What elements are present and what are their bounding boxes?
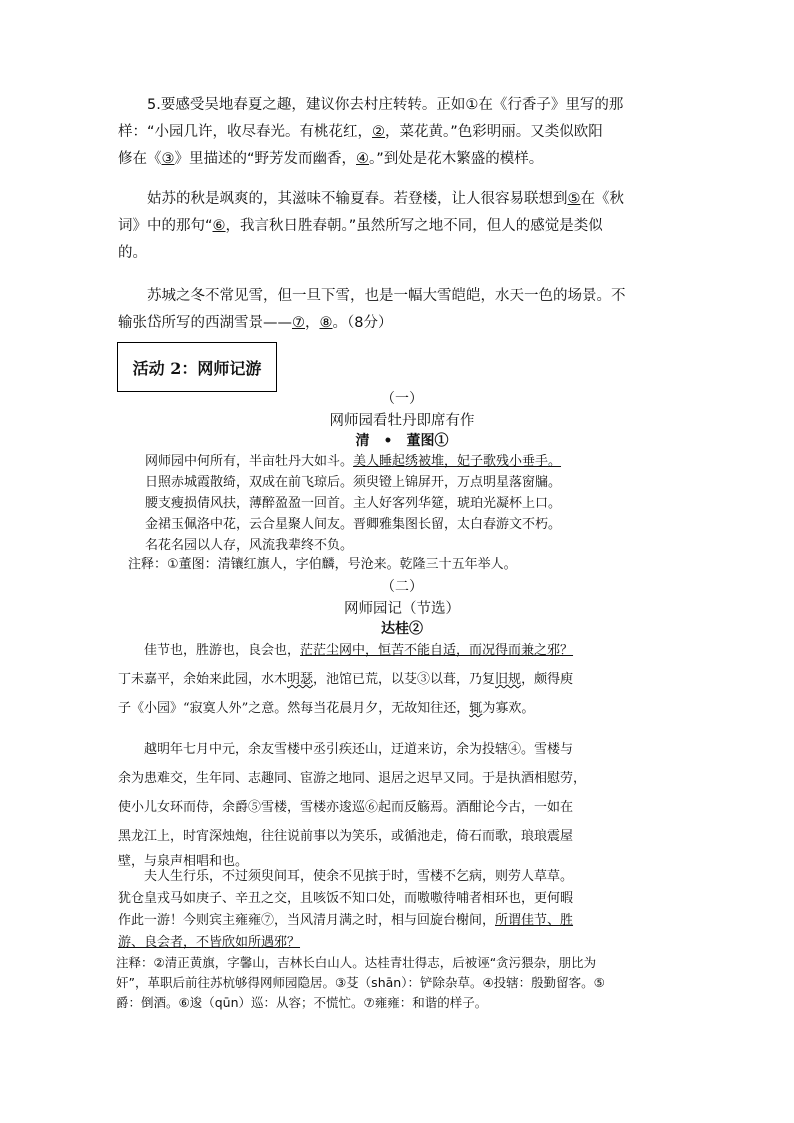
part-2-number: （二）: [381, 579, 423, 595]
wavy-word-mingse: 明瑟: [287, 672, 314, 687]
question-5-paragraph-2: 姑苏的秋是飒爽的，其滋味不输夏春。若登楼，让人很容易联想到⑤在《秋 词》中的那句“⑥，我言秋日胜春朝。”虽然所写之地不同，但人的感觉是类似 的。: [118, 191, 624, 261]
essay-notes: 注释：②清正黄旗，字馨山，吉林长白山人。达桂青壮得志，后被诬“贪污猥杂，朋比为 奸”，革职后前往苏杭够得网师园隐居。③芟（shān）：铲除杂草。④投辖：殷勤留客。⑤ 爵：倒酒。⑥逡（qūn）巡：从容；不慌忙。⑦雍雍：和谐的样子。: [116, 955, 605, 1010]
poem-line-1: 网师园中何所有，半亩牡丹大如斗。美人睡起绣被堆，妃子歌残小垂手。: [145, 454, 562, 469]
blank-7: ⑦: [292, 315, 305, 331]
poem-line-3: 腰支瘦损倩风扶，薄醉盈盈一回首。主人好客列华筵，琥珀光凝杯上口。: [145, 496, 562, 511]
essay-title: 网师园记（节选）: [344, 601, 460, 617]
poem-title: 网师园看牡丹即席有作: [329, 413, 475, 429]
underlined-essay-sentence-2a: 所谓佳节、胜: [495, 913, 574, 928]
poem-line-5: 名花名园以人存，风流我辈终不负。: [145, 538, 354, 553]
essay-paragraph-2: 越明年七月中元，余友雪楼中丞引疾还山，迂道来访，余为投辖④。雪楼与 余为患难交，生年同、志趣同、宦游之地同、退居之迟早又同。于是执酒相慰劳， 使小儿女环而侍，余爵⑤雪楼，雪楼亦逡巡⑥起而反觞焉。酒酣论今古，一如在 黑龙江上，时宵深烛炮，往往说前事以为笑乐，或循池走，倚石而歌，琅琅震屋 壁，与泉声相唱和也。: [118, 742, 587, 869]
question-5-paragraph-1: 5.要感受吴地春夏之趣，建议你去村庄转转。正如①在《行香子》里写的那 样：“小园几许，收尽春光。有桃花红，②，菜花黄。”色彩明丽。又类似欧阳 修在《③》里描述的“野芳发而幽香，④。”到处是花木繁盛的模样。: [118, 97, 624, 167]
underlined-essay-sentence-2b: 游、良会者，不皆欣如所遇邪？: [118, 935, 301, 950]
blank-8: ⑧: [319, 315, 333, 331]
underlined-essay-sentence-1: 茫茫尘网中，恒苦不能自适，而况得而兼之邪？: [300, 643, 574, 658]
part-1-number: （一）: [381, 391, 423, 407]
activity-title: 活动 2：网师记游: [132, 358, 262, 378]
poem-note: 注释：①董图：清镶红旗人，字伯麟，号沧来。乾隆三十五年举人。: [128, 557, 517, 572]
question-5-paragraph-3: 苏城之冬不常见雪，但一旦下雪，也是一幅大雪皑皑，水天一色的场景。不 输张岱所写的西湖雪景——⑦，⑧。（8分）: [118, 288, 626, 331]
blank-6: ⑥: [212, 218, 226, 234]
underlined-poem-sentence: 美人睡起绣被堆，妃子歌残小垂手。: [353, 454, 562, 469]
poem-body: [145, 451, 705, 556]
essay-paragraph-3: 夫人生行乐，不过须臾间耳，使余不见摈于时，雪楼不乞病，则劳人草草。 犹仓皇戎马如庚子、辛丑之交，且咳饭不知口处，而嗷嗷待哺者相环也，更何暇 作此一游！今则宾主雍雍⑦，当风清月满之时，相与回旋台榭间，所谓佳节、胜 游、良会者，不皆欣如所遇邪？: [118, 869, 574, 950]
activity-title-box: [117, 342, 277, 392]
wavy-word-zhe: 辄: [469, 701, 483, 716]
wavy-word-jiugui: 旧规: [495, 672, 522, 687]
essay-paragraph-1: 佳节也，胜游也，良会也，茫茫尘网中，恒苦不能自适，而况得而兼之邪？ 丁未嘉平，余始来此园，水木明瑟，池馆已荒，以芟③以葺，乃复旧规，颇得庾 子《小园》“寂寞人外”之意。然每当花晨月夕，无故知往还，辄为寡欢。: [118, 643, 574, 716]
blank-2: ②: [372, 124, 386, 140]
poem-line-4: 金裙玉佩洛中花，云合星聚人间友。晋卿雅集图长留，太白春游文不朽。: [145, 517, 562, 532]
poem-author: 清 • 董图①: [355, 433, 449, 449]
blank-3: ③: [161, 151, 175, 167]
essay-author: 达桂②: [381, 621, 423, 637]
blank-4: ④: [356, 151, 370, 167]
blank-5: ⑤: [567, 191, 581, 207]
poem-line-2: 日照赤城霞散绮，双成在前飞琼后。须臾镫上锦屏开，万点明星落窗牖。: [145, 475, 562, 490]
